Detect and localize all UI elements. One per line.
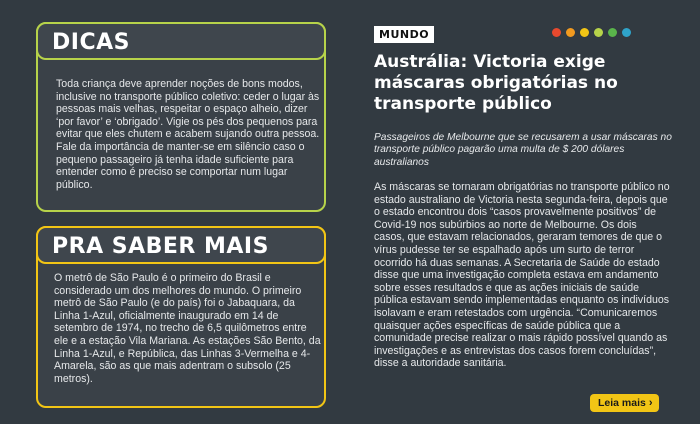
- color-dot: [608, 28, 617, 37]
- article-headline: Austrália: Victoria exige máscaras obrigatórias no transporte público: [374, 52, 618, 114]
- color-dot: [552, 28, 561, 37]
- read-more-label: Leia mais: [598, 397, 646, 409]
- pra-saber-mais-body: O metrô de São Paulo é o primeiro do Brasil e considerado um dos melhores do mundo. O primeiro metrô de São Paulo (e do país) foi o Jabaquara, da Linha 1-Azul, oficialmente inaugurado em 14 de setembro de 1974, no trecho de 6,5 quilômetros entre ele e a estação Vila Mariana. As estações São Bento, da Linha 1-Azul, e República, das Linhas 3-Vermelha e 4-Amarela, são as que mais adentram o subsolo (25 metros).: [54, 272, 321, 385]
- pra-saber-mais-card: [36, 226, 326, 408]
- color-dot: [594, 28, 603, 37]
- article-body: As máscaras se tornaram obrigatórias no transporte público no estado australiano de Victoria nesta segunda-feira, depois que o estado encontrou dois “casos provavelmente positivos” de Covid-19 nos subúrbios ao norte de Melbourne. Os dois casos, que estavam relacionados, geraram temores de que o vírus pudesse ter se espalhado após um surto de terror ocorrido há duas semanas. A Secretaria de Saúde do estado disse que uma investigação completa estava em andamento sobre esses resultados e que as ações iniciais de saúde pública estavam sendo implementadas enquanto os indivíduos isolavam e eram retestados com urgência. “Comunicaremos quaisquer ações específicas de saúde pública que a comunidade precise realizar o mais rápido possível quando as investigações e as entrevistas dos casos forem concluídas”, disse a autoridade sanitária.: [374, 181, 670, 370]
- color-dot: [622, 28, 631, 37]
- pra-saber-mais-header: [36, 226, 326, 264]
- section-tag: MUNDO: [374, 26, 434, 43]
- dicas-body: Toda criança deve aprender noções de bons modos, inclusive no transporte público coletivo: ceder o lugar às pessoas mais velhas, respeitar o espaço alheio, dizer ‘por favor’ e ‘obrigado’. Vigie os pés dos pequenos para evitar que eles chutem e acabem sujando outra pessoa. Fale da importância de manter-se em silêncio caso o pequeno passageiro já tenha idade suficiente para entender como é preciso se comportar num lugar público.: [56, 78, 320, 191]
- chevron-right-icon: ›: [648, 397, 653, 409]
- read-more-button[interactable]: [590, 394, 659, 412]
- pra-saber-mais-title: PRA SABER MAIS: [52, 234, 269, 259]
- dicas-title: DICAS: [52, 30, 130, 55]
- article-subtitle: Passageiros de Melbourne que se recusarem a usar máscaras no transporte público pagarão uma multa de $ 200 dólares australianos: [374, 132, 672, 168]
- color-dot: [580, 28, 589, 37]
- color-dot: [566, 28, 575, 37]
- color-dots: [552, 28, 631, 37]
- dicas-card: [36, 22, 326, 212]
- dicas-header: [36, 22, 326, 60]
